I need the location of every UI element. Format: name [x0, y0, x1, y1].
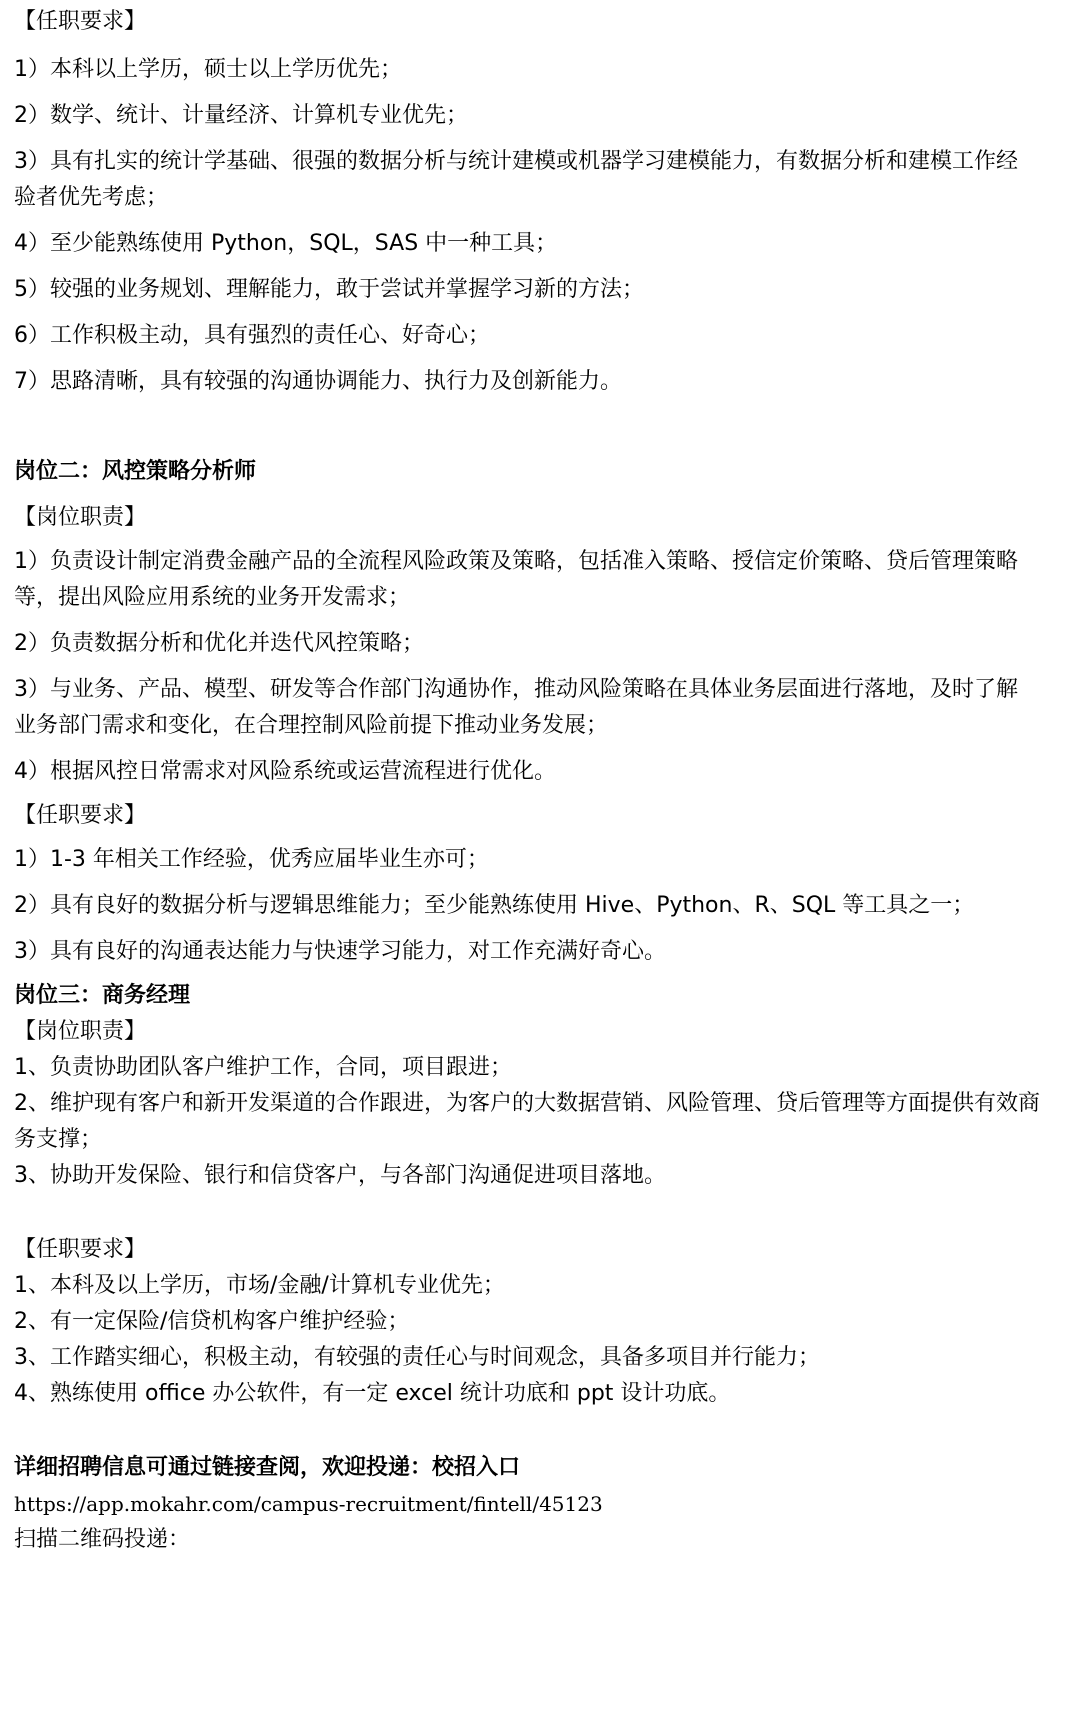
duty-item: 1、负责协助团队客户维护工作，合同，项目跟进； [14, 1055, 512, 1080]
requirement-item-continued: 验者优先考虑； [14, 185, 169, 210]
requirement-item: 3）具有扎实的统计学基础、很强的数据分析与统计建模或机器学习建模能力，有数据分析和建模工作经 [14, 149, 1019, 174]
requirements-heading: 【任职要求】 [14, 803, 147, 828]
duty-item-continued: 等，提出风险应用系统的业务开发需求； [14, 585, 411, 610]
requirements-heading: 【任职要求】 [14, 9, 147, 34]
duty-item: 4）根据风控日常需求对风险系统或运营流程进行优化。 [14, 759, 556, 784]
requirement-item: 3）具有良好的沟通表达能力与快速学习能力，对工作充满好奇心。 [14, 939, 666, 964]
requirement-item: 1、本科及以上学历，市场/金融/计算机专业优先； [14, 1273, 505, 1298]
requirement-item: 4、熟练使用 office 办公软件，有一定 excel 统计功底和 ppt 设计功底。 [14, 1381, 731, 1406]
requirement-item: 2、有一定保险/信贷机构客户维护经验； [14, 1309, 410, 1334]
requirement-item: 2）具有良好的数据分析与逻辑思维能力；至少能熟练使用 Hive、Python、R、SQL 等工具之一； [14, 893, 975, 918]
requirement-item: 1）本科以上学历，硕士以上学历优先； [14, 57, 402, 82]
duty-item-continued: 务支撑； [14, 1127, 103, 1152]
position-title: 岗位二：风控策略分析师 [14, 459, 257, 484]
requirement-item: 1）1-3 年相关工作经验，优秀应届毕业生亦可； [14, 847, 489, 872]
duties-heading: 【岗位职责】 [14, 1019, 147, 1044]
recruitment-link[interactable]: https://app.mokahr.com/campus-recruitment/fintell/45123 [14, 1492, 603, 1516]
requirement-item: 7）思路清晰，具有较强的沟通协调能力、执行力及创新能力。 [14, 369, 622, 394]
requirement-item: 5）较强的业务规划、理解能力，敢于尝试并掌握学习新的方法； [14, 277, 644, 302]
duty-item: 1）负责设计制定消费金融产品的全流程风险政策及策略，包括准入策略、授信定价策略、贷后管理策略 [14, 549, 1019, 574]
duty-item-continued: 业务部门需求和变化，在合理控制风险前提下推动业务发展； [14, 713, 609, 738]
qr-code-instructions: 扫描二维码投递： [14, 1527, 191, 1552]
requirement-item: 3、工作踏实细心，积极主动，有较强的责任心与时间观念，具备多项目并行能力； [14, 1345, 820, 1370]
requirement-item: 4）至少能熟练使用 Python，SQL，SAS 中一种工具； [14, 231, 558, 256]
requirements-heading: 【任职要求】 [14, 1237, 147, 1262]
duty-item: 2、维护现有客户和新开发渠道的合作跟进，为客户的大数据营销、风险管理、贷后管理等方面提供有效商 [14, 1091, 1041, 1116]
duty-item: 3、协助开发保险、银行和信贷客户，与各部门沟通促进项目落地。 [14, 1163, 666, 1188]
requirement-item: 2）数学、统计、计量经济、计算机专业优先； [14, 103, 468, 128]
duties-heading: 【岗位职责】 [14, 505, 147, 530]
apply-instructions: 详细招聘信息可通过链接查阅，欢迎投递：校招入口 [14, 1455, 521, 1480]
requirement-item: 6）工作积极主动，具有强烈的责任心、好奇心； [14, 323, 490, 348]
position-title: 岗位三：商务经理 [14, 983, 191, 1008]
duty-item: 2）负责数据分析和优化并迭代风控策略； [14, 631, 424, 656]
duty-item: 3）与业务、产品、模型、研发等合作部门沟通协作，推动风险策略在具体业务层面进行落地，及时了解 [14, 677, 1019, 702]
